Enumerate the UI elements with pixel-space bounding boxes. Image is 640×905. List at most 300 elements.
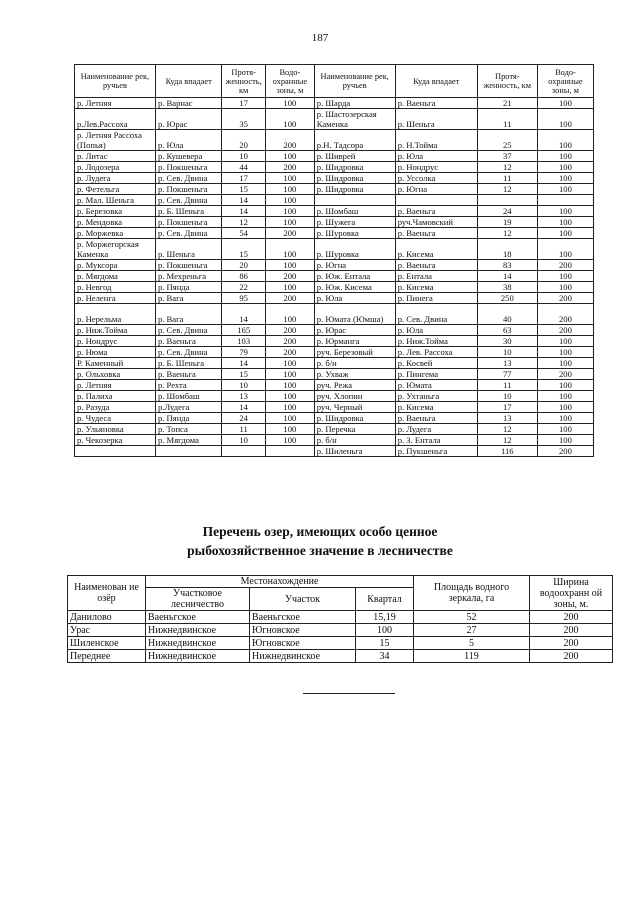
header-lake-name: Наименован ие озёр (68, 576, 146, 611)
lakes-table (67, 575, 613, 663)
table-cell: р. б/н (314, 435, 395, 446)
table-cell: р. Ваеньга (395, 228, 477, 239)
table-cell: р. Уссолка (395, 173, 477, 184)
table-cell: 25 (477, 130, 537, 151)
table-cell: 100 (537, 130, 593, 151)
table-cell: 37 (477, 151, 537, 162)
table-cell: 103 (222, 336, 266, 347)
table-cell: 17 (477, 402, 537, 413)
col-header: Наименование рек, ручьев (314, 65, 395, 98)
table-cell: 24 (477, 206, 537, 217)
table-cell: 100 (537, 435, 593, 446)
table-cell: р. Шиврей (314, 151, 395, 162)
table-cell: р. Югна (314, 260, 395, 271)
table-cell: 200 (265, 271, 314, 282)
lakes-title-line-1: Перечень озер, имеющих особо ценное (202, 524, 438, 539)
table-cell: 11 (477, 380, 537, 391)
table-cell: р. Косвей (395, 358, 477, 369)
table-cell: р. Пукшеньга (395, 446, 477, 457)
table-cell: р. Моржевка (75, 228, 156, 239)
table-cell: 11 (222, 424, 266, 435)
table-cell: р. Юла (314, 293, 395, 304)
table-cell: р. Лодозера (75, 162, 156, 173)
table-cell: 44 (222, 162, 266, 173)
table-cell: р. Перечка (314, 424, 395, 435)
table-row (75, 424, 594, 435)
table-cell: 83 (477, 260, 537, 271)
table-cell: 165 (222, 325, 266, 336)
table-cell: 100 (265, 206, 314, 217)
table-cell (265, 446, 314, 457)
table-cell: 100 (265, 304, 314, 325)
table-cell: 12 (477, 162, 537, 173)
table-cell: 200 (537, 304, 593, 325)
table-row (75, 413, 594, 424)
table-cell: р. Мал. Шеньга (75, 195, 156, 206)
table-cell: р. Покшеньга (155, 162, 221, 173)
table-cell: 14 (222, 402, 266, 413)
table-cell: р. Чудеса (75, 413, 156, 424)
rivers-table (74, 64, 594, 457)
table-cell: р. Юрманга (314, 336, 395, 347)
table-cell: р. Н.Тойма (395, 130, 477, 151)
table-cell: Нижнедвинское (146, 637, 250, 650)
table-cell: 200 (537, 293, 593, 304)
table-cell: Югновское (250, 624, 356, 637)
table-cell: р. Топса (155, 424, 221, 435)
table-cell: р. Ваеньга (395, 206, 477, 217)
col-header: Протя-женность, км (222, 65, 266, 98)
table-cell: р. Юж. Ентала (314, 271, 395, 282)
table-cell (155, 446, 221, 457)
table-cell: 250 (477, 293, 537, 304)
table-cell (222, 446, 266, 457)
table-cell: 21 (477, 98, 537, 109)
table-cell: 100 (265, 358, 314, 369)
col-header: Наименование рек, ручьев (75, 65, 156, 98)
table-cell: руч. Режа (314, 380, 395, 391)
table-cell: р. Шидровка (314, 173, 395, 184)
table-cell: р. Шуровка (314, 239, 395, 260)
table-cell: 100 (537, 271, 593, 282)
table-cell: Ваеньгское (146, 611, 250, 624)
table-cell: 100 (265, 173, 314, 184)
table-cell: р. Муксора (75, 260, 156, 271)
table-cell: 10 (222, 380, 266, 391)
table-cell: р. Сев. Двина (155, 195, 221, 206)
table-cell: 14 (222, 358, 266, 369)
table-cell: р. Разуда (75, 402, 156, 413)
table-row (75, 109, 594, 130)
col-header: Водо-охранные зоны, м (537, 65, 593, 98)
table-cell: 14 (222, 206, 266, 217)
table-cell: р. Летняя Рассоха (Попья) (75, 130, 156, 151)
table-row (75, 446, 594, 457)
table-cell: 100 (537, 109, 593, 130)
table-cell: р. Ваеньга (395, 413, 477, 424)
table-cell: р. Неленга (75, 293, 156, 304)
table-cell: 200 (530, 611, 613, 624)
table-cell: 20 (222, 130, 266, 151)
table-cell: р. Юрас (155, 109, 221, 130)
table-cell: 100 (265, 413, 314, 424)
table-cell: Урас (68, 624, 146, 637)
table-row (68, 611, 613, 624)
table-cell: р. Покшеньга (155, 184, 221, 195)
table-row (75, 195, 594, 206)
table-row (68, 637, 613, 650)
table-cell: Нижнедвинское (146, 650, 250, 663)
table-cell: 200 (537, 446, 593, 457)
table-cell: 14 (222, 304, 266, 325)
lakes-body (68, 611, 613, 663)
table-cell: 200 (537, 325, 593, 336)
page-number: 187 (311, 32, 329, 44)
table-row (75, 435, 594, 446)
table-cell: 200 (265, 325, 314, 336)
table-cell: 100 (265, 98, 314, 109)
table-row (75, 217, 594, 228)
table-cell: 100 (537, 217, 593, 228)
table-row (75, 358, 594, 369)
table-cell: р. Югна (395, 184, 477, 195)
table-cell: 63 (477, 325, 537, 336)
table-cell: 11 (477, 109, 537, 130)
table-cell: 100 (265, 195, 314, 206)
table-cell: р. Кисема (395, 239, 477, 260)
table-cell: р. Литас (75, 151, 156, 162)
header-area: Площадь водного зеркала, га (414, 576, 530, 611)
table-cell: р. Летняя (75, 380, 156, 391)
table-row (75, 336, 594, 347)
table-cell: р. Ольховка (75, 369, 156, 380)
table-cell: 200 (530, 624, 613, 637)
table-cell: Ваеньгское (250, 611, 356, 624)
table-cell: 12 (477, 424, 537, 435)
table-cell: Данилово (68, 611, 146, 624)
table-cell: 30 (477, 336, 537, 347)
table-cell: 11 (477, 173, 537, 184)
table-cell: 100 (537, 358, 593, 369)
table-cell: 5 (414, 637, 530, 650)
table-cell: р.Лев.Рассоха (75, 109, 156, 130)
table-cell: 100 (265, 380, 314, 391)
table-cell: 100 (265, 184, 314, 195)
table-cell: р. Сев. Двина (395, 304, 477, 325)
table-cell: р. Летняя (75, 98, 156, 109)
table-cell: р. Мендовка (75, 217, 156, 228)
table-cell: Нижнедвинское (250, 650, 356, 663)
table-cell: 15 (222, 369, 266, 380)
table-row (68, 624, 613, 637)
table-cell: р. Ентала (395, 271, 477, 282)
table-cell: 12 (222, 217, 266, 228)
table-cell: 200 (265, 336, 314, 347)
header-section: Участок (250, 588, 356, 611)
col-header: Водо-охранные зоны, м (265, 65, 314, 98)
table-cell: р. Рехта (155, 380, 221, 391)
table-cell: р. Б. Шеньга (155, 206, 221, 217)
header-quarter: Квартал (356, 588, 414, 611)
table-row (75, 162, 594, 173)
table-cell: р. Юмата (395, 380, 477, 391)
table-row (75, 260, 594, 271)
table-cell: 100 (265, 282, 314, 293)
table-cell: 100 (265, 424, 314, 435)
table-cell: р. Фетельга (75, 184, 156, 195)
table-cell: р. Пянда (155, 282, 221, 293)
table-cell: 22 (222, 282, 266, 293)
table-row (75, 98, 594, 109)
table-cell: 100 (537, 347, 593, 358)
table-cell: р. Сев. Двина (155, 228, 221, 239)
table-row (75, 173, 594, 184)
table-cell: 200 (265, 130, 314, 151)
table-cell: 40 (477, 304, 537, 325)
table-cell: 15 (356, 637, 414, 650)
table-cell: 10 (477, 347, 537, 358)
table-cell: р. Шуровка (314, 228, 395, 239)
table-cell: 77 (477, 369, 537, 380)
table-cell: р. Ваеньга (395, 260, 477, 271)
table-cell: р. Ваеньга (155, 336, 221, 347)
table-cell: р. Пинега (395, 293, 477, 304)
table-cell: 79 (222, 347, 266, 358)
table-cell: р. Мягдома (75, 271, 156, 282)
table-cell: р. Мехреньга (155, 271, 221, 282)
table-cell: р. Юж. Кисема (314, 282, 395, 293)
table-cell: р. Шеньга (395, 109, 477, 130)
table-cell: 100 (537, 380, 593, 391)
table-cell: 100 (537, 173, 593, 184)
table-cell: 100 (265, 369, 314, 380)
table-cell: 100 (537, 336, 593, 347)
table-cell: р. Нондрус (395, 162, 477, 173)
table-row (75, 184, 594, 195)
table-cell: р. Варнас (155, 98, 221, 109)
table-cell: р. Ульяновка (75, 424, 156, 435)
table-cell: 119 (414, 650, 530, 663)
table-cell: 100 (537, 206, 593, 217)
table-cell: 35 (222, 109, 266, 130)
table-cell: р. Палиха (75, 391, 156, 402)
table-row (75, 206, 594, 217)
table-cell: р. Шидровка (314, 413, 395, 424)
table-cell: 15 (222, 184, 266, 195)
table-cell: 15 (222, 239, 266, 260)
rivers-header-row (75, 65, 594, 98)
table-cell: 100 (265, 260, 314, 271)
table-cell: р. Шомбаш (155, 391, 221, 402)
table-cell: р. З. Ентала (395, 435, 477, 446)
table-cell: 100 (537, 391, 593, 402)
table-cell: р. Шарда (314, 98, 395, 109)
table-cell: 100 (265, 435, 314, 446)
table-cell: р. Кисема (395, 402, 477, 413)
table-cell: 13 (477, 413, 537, 424)
table-cell: р. Ваеньга (395, 98, 477, 109)
table-cell: Нижнедвинское (146, 624, 250, 637)
table-cell: 100 (537, 162, 593, 173)
table-cell (75, 446, 156, 457)
table-cell: р. Пянда (155, 413, 221, 424)
table-cell: р. Кушевера (155, 151, 221, 162)
table-cell: руч. Хлопин (314, 391, 395, 402)
table-cell: Р. Каменный (75, 358, 156, 369)
table-cell: р. Моржегорская Каменка (75, 239, 156, 260)
table-cell: р. Мягдома (155, 435, 221, 446)
table-cell: 10 (477, 391, 537, 402)
table-cell: руч. Черный (314, 402, 395, 413)
table-cell: 15,19 (356, 611, 414, 624)
table-cell: 12 (477, 184, 537, 195)
table-cell: 18 (477, 239, 537, 260)
table-cell: р. Юмата (Юмша) (314, 304, 395, 325)
table-cell: 100 (265, 239, 314, 260)
end-rule (303, 693, 395, 694)
table-cell: р. Б. Шеньга (155, 358, 221, 369)
table-cell: р. Нерельма (75, 304, 156, 325)
table-cell: 200 (537, 369, 593, 380)
table-cell: р. Сев. Двина (155, 325, 221, 336)
table-cell: 100 (537, 98, 593, 109)
table-cell: р. Лудега (395, 424, 477, 435)
table-cell: р. Шужега (314, 217, 395, 228)
rivers-body (75, 98, 594, 457)
header-district-forestry: Участковое лесничество (146, 588, 250, 611)
table-row (75, 228, 594, 239)
table-cell: р. Лудега (75, 173, 156, 184)
col-header: Куда впадает (155, 65, 221, 98)
table-cell: р.Н. Тадсора (314, 130, 395, 151)
table-cell: р. Шидровка (314, 162, 395, 173)
table-cell: р. Ниж.Тойма (395, 336, 477, 347)
table-cell: 100 (265, 151, 314, 162)
table-cell: 86 (222, 271, 266, 282)
table-cell: Шиленское (68, 637, 146, 650)
table-cell: р. Юла (395, 151, 477, 162)
table-row (75, 347, 594, 358)
table-cell: 100 (537, 402, 593, 413)
table-cell: 100 (265, 402, 314, 413)
table-cell: руч.Чамовский (395, 217, 477, 228)
table-cell: р. Шомбаш (314, 206, 395, 217)
table-cell: 116 (477, 446, 537, 457)
table-cell (314, 195, 395, 206)
table-cell: р. Кисема (395, 282, 477, 293)
table-row (68, 650, 613, 663)
table-cell: р. Сев. Двина (155, 173, 221, 184)
table-cell: р. б/н (314, 358, 395, 369)
table-row (75, 325, 594, 336)
table-cell: р. Шеньга (155, 239, 221, 260)
table-cell: р. Ухваж (314, 369, 395, 380)
table-cell: 14 (477, 271, 537, 282)
table-row (75, 130, 594, 151)
table-cell: 100 (265, 217, 314, 228)
table-row (75, 402, 594, 413)
table-cell: 100 (537, 282, 593, 293)
table-cell: 20 (222, 260, 266, 271)
table-cell: 100 (265, 109, 314, 130)
table-cell: 12 (477, 228, 537, 239)
table-cell: р. Невгод (75, 282, 156, 293)
table-cell: р. Березовка (75, 206, 156, 217)
table-cell: 100 (537, 239, 593, 260)
table-cell: руч. Березовый (314, 347, 395, 358)
table-cell: Переднее (68, 650, 146, 663)
table-cell: 95 (222, 293, 266, 304)
table-cell: 17 (222, 98, 266, 109)
table-cell: р. Пингема (395, 369, 477, 380)
table-cell: 10 (222, 435, 266, 446)
table-cell: 100 (537, 228, 593, 239)
table-cell: 38 (477, 282, 537, 293)
table-cell: р. Шиленьга (314, 446, 395, 457)
table-cell: р. Юрас (314, 325, 395, 336)
table-cell: 100 (537, 184, 593, 195)
table-cell: р. Ухтаньга (395, 391, 477, 402)
table-cell: р. Юла (395, 325, 477, 336)
table-cell: 52 (414, 611, 530, 624)
lakes-header-row-1 (68, 576, 613, 588)
table-cell: р. Покшеньга (155, 217, 221, 228)
table-cell: 200 (265, 347, 314, 358)
table-row (75, 304, 594, 325)
table-cell: р. Шастозерская Каменка (314, 109, 395, 130)
table-cell (395, 195, 477, 206)
table-row (75, 380, 594, 391)
table-cell: 13 (477, 358, 537, 369)
table-cell: р. Нондрус (75, 336, 156, 347)
table-cell: 27 (414, 624, 530, 637)
table-cell: р.Лудега (155, 402, 221, 413)
table-cell: 100 (356, 624, 414, 637)
table-cell: 100 (537, 151, 593, 162)
table-cell (477, 195, 537, 206)
table-cell: р. Юла (155, 130, 221, 151)
table-cell: 200 (265, 293, 314, 304)
table-cell: 200 (265, 162, 314, 173)
table-cell: 100 (537, 413, 593, 424)
table-cell: р. Сев. Двина (155, 347, 221, 358)
table-row (75, 282, 594, 293)
table-row (75, 151, 594, 162)
col-header: Протя-женность, км (477, 65, 537, 98)
table-cell: 10 (222, 151, 266, 162)
table-cell: 24 (222, 413, 266, 424)
table-cell: 13 (222, 391, 266, 402)
table-cell: 200 (530, 650, 613, 663)
header-location: Местонахождение (146, 576, 414, 588)
table-row (75, 271, 594, 282)
table-cell: р. Вага (155, 304, 221, 325)
table-cell: 100 (265, 391, 314, 402)
table-cell: 17 (222, 173, 266, 184)
table-cell: р. Покшеньга (155, 260, 221, 271)
table-cell: р. Шидровка (314, 184, 395, 195)
table-cell: 34 (356, 650, 414, 663)
table-cell: 200 (530, 637, 613, 650)
table-row (75, 391, 594, 402)
table-cell: 12 (477, 435, 537, 446)
table-cell: р. Вага (155, 293, 221, 304)
table-cell: р. Лев. Рассоха (395, 347, 477, 358)
table-cell: р. Ниж.Тойма (75, 325, 156, 336)
table-cell: 200 (537, 260, 593, 271)
table-cell: р. Ваеньга (155, 369, 221, 380)
col-header: Куда впадает (395, 65, 477, 98)
